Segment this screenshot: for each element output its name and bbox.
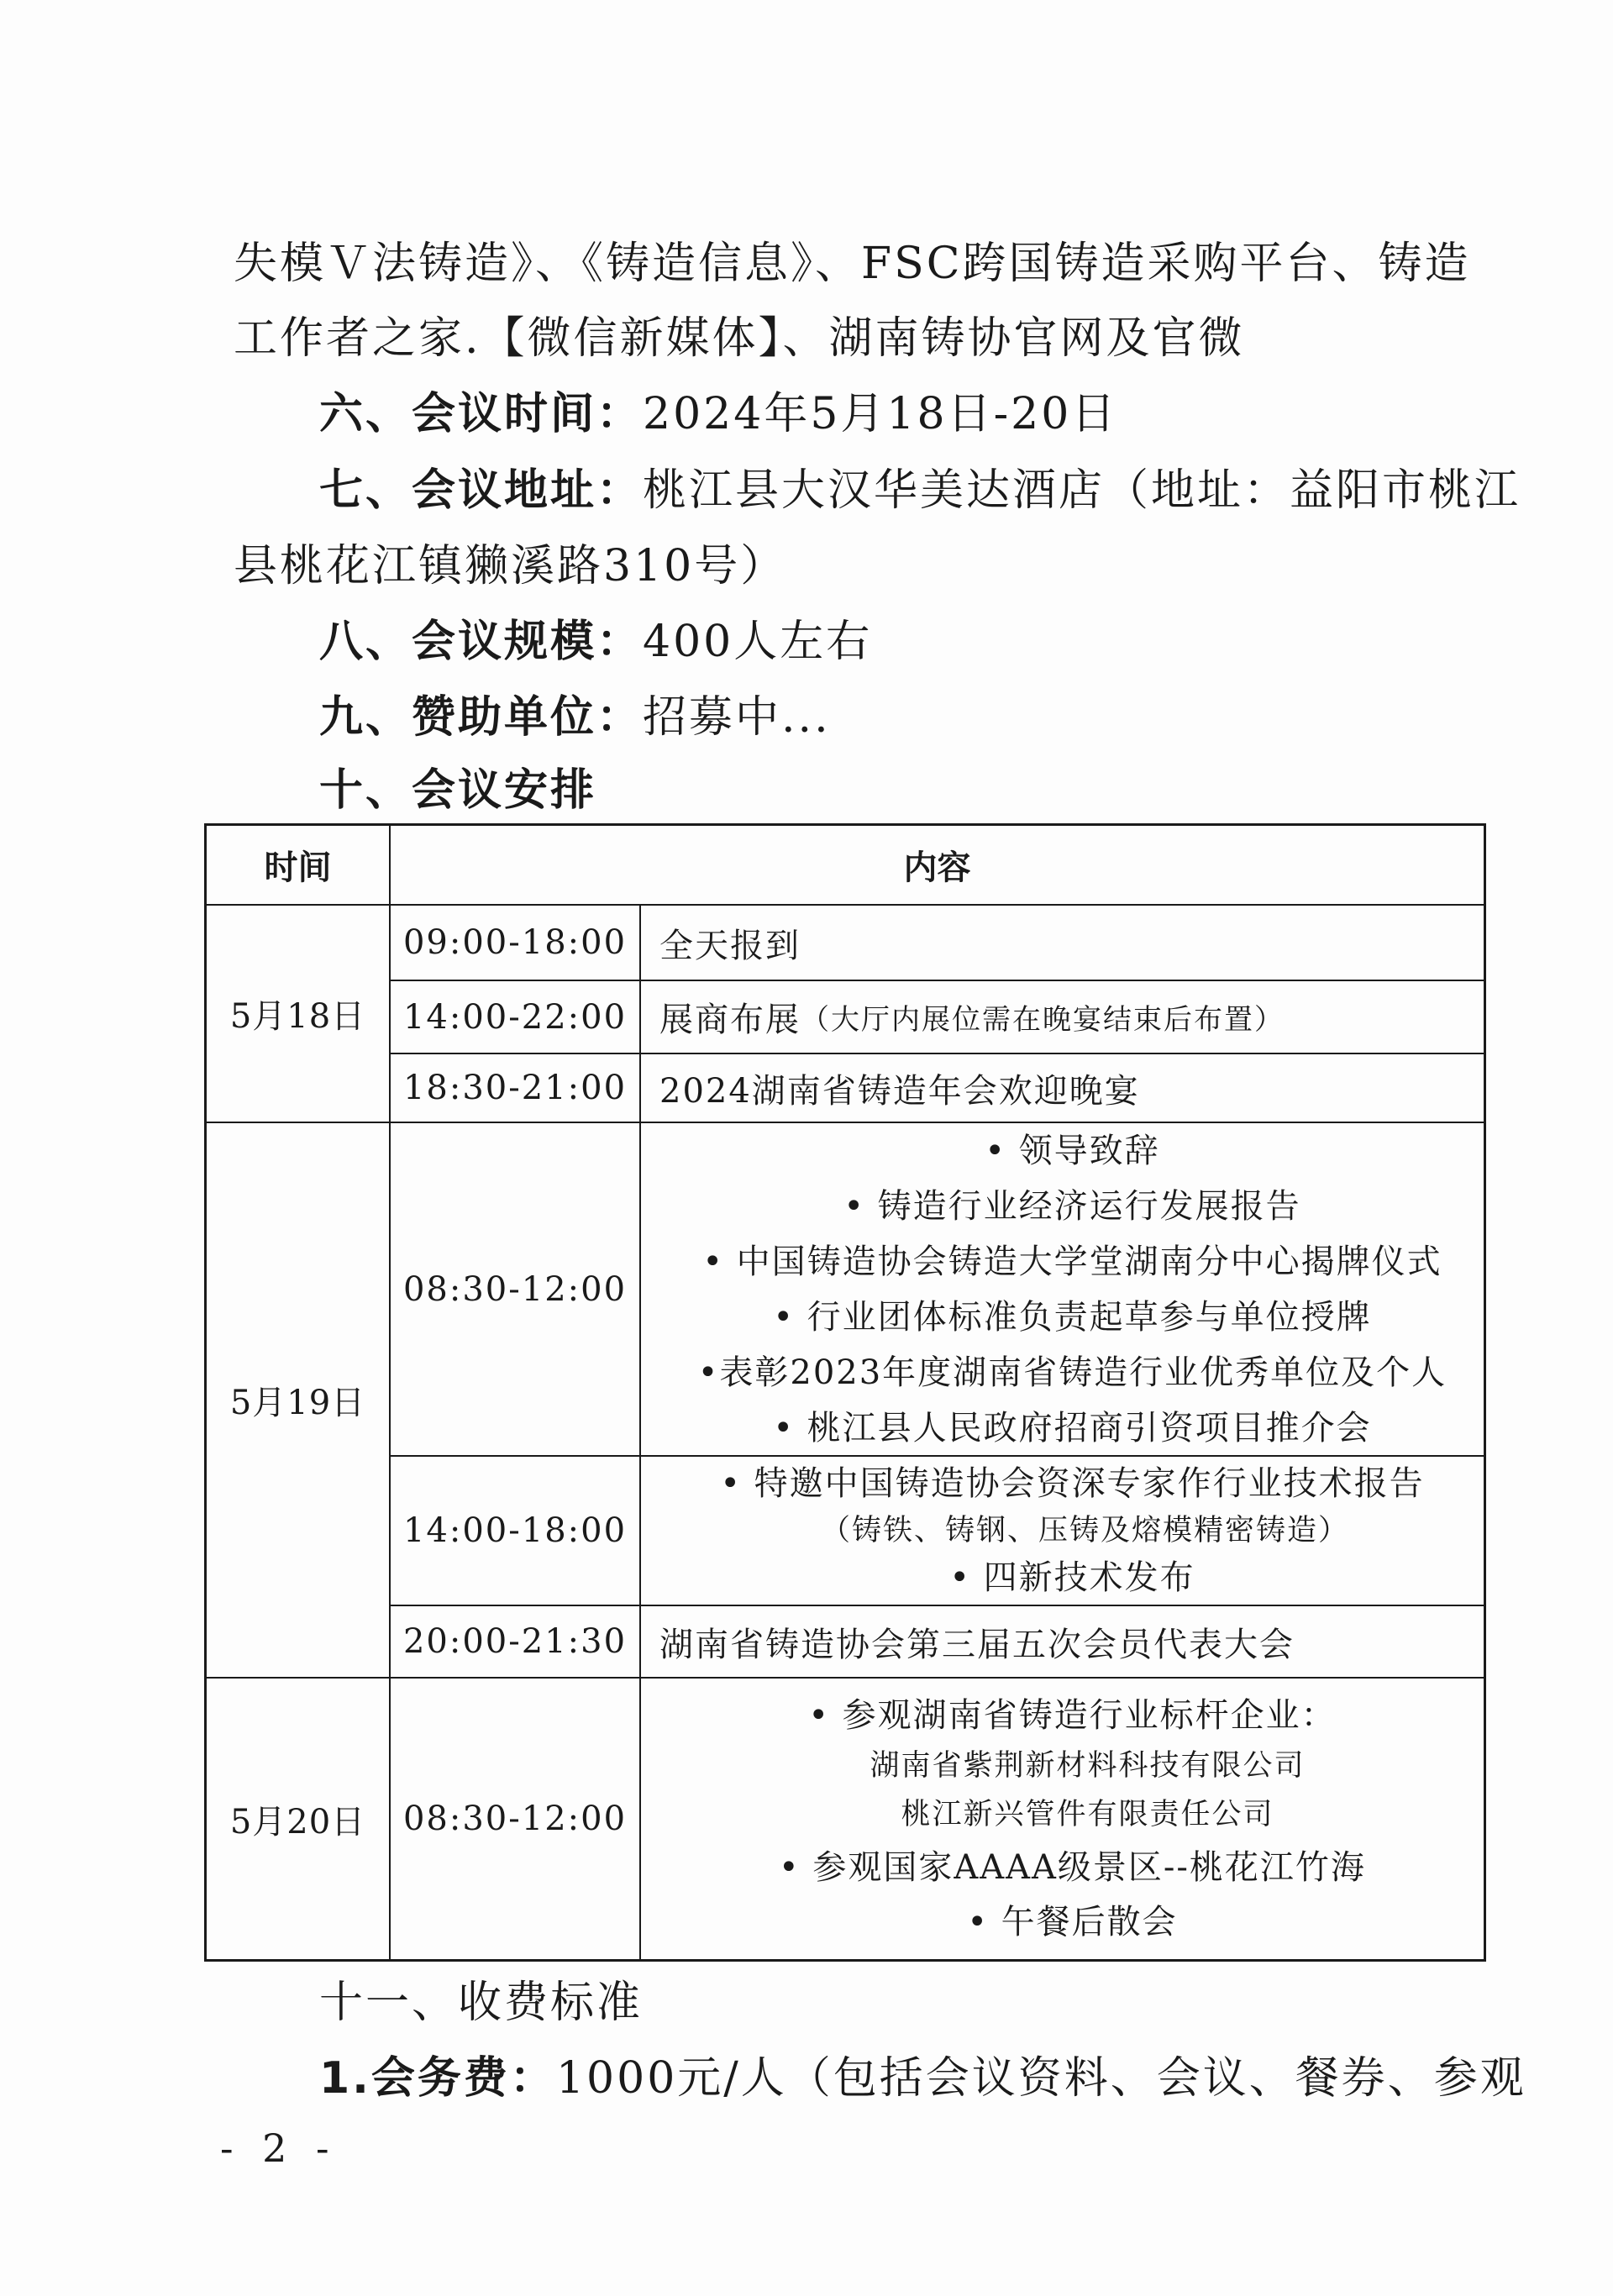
meeting-time-label: 六、会议时间： bbox=[319, 389, 644, 439]
day-2-date: 5月19日 bbox=[229, 1384, 366, 1422]
agenda-item: 全天报到 bbox=[659, 926, 801, 965]
fee-value: 1000元/人（包括会议资料、会议、餐券、参观 bbox=[555, 2053, 1526, 2104]
meeting-scale-line bbox=[319, 612, 1563, 672]
time-slot: 08:30-12:00 bbox=[402, 1799, 628, 1838]
meeting-address-value: 桃江县大汉华美达酒店（地址：益阳市桃江 bbox=[643, 465, 1521, 516]
agenda-item-text: 展商布展 bbox=[659, 1001, 801, 1039]
company-name: 湖南省紫荆新材料科技有限公司 bbox=[870, 1749, 1306, 1783]
page-number: - 2 - bbox=[220, 2125, 338, 2171]
fee-label: 1.会务费： bbox=[319, 2053, 556, 2104]
meeting-scale-value: 400人左右 bbox=[643, 617, 873, 667]
day-1-date: 5月18日 bbox=[229, 997, 366, 1036]
time-slot: 14:00-22:00 bbox=[402, 997, 628, 1037]
fees-heading: 十一、收费标准 bbox=[319, 1978, 644, 2028]
agenda-bullet: • 四新技术发布 bbox=[949, 1558, 1195, 1597]
fee-line bbox=[319, 2048, 1563, 2109]
agenda-bullet: • 桃江县人民政府招商引资项目推介会 bbox=[773, 1408, 1372, 1447]
company-name: 桃江新兴管件有限责任公司 bbox=[901, 1798, 1274, 1831]
meeting-address-continued: 县桃花江镇獭溪路310号） bbox=[234, 541, 787, 591]
sponsor-label: 九、赞助单位： bbox=[319, 692, 644, 743]
agenda-table bbox=[204, 823, 1486, 1962]
agenda-bullet: •表彰2023年度湖南省铸造行业优秀单位及个人 bbox=[697, 1353, 1447, 1392]
agenda-bullet: • 午餐后散会 bbox=[967, 1903, 1178, 1941]
meeting-scale-label: 八、会议规模： bbox=[319, 617, 644, 667]
time-slot: 09:00-18:00 bbox=[402, 923, 628, 962]
agenda-sub-note: （铸铁、铸钢、压铸及熔模精密铸造） bbox=[820, 1514, 1349, 1547]
agenda-bullet-list bbox=[641, 1457, 1484, 1605]
time-slot: 20:00-21:30 bbox=[402, 1622, 628, 1661]
time-slot: 18:30-21:00 bbox=[402, 1069, 628, 1107]
time-slot: 14:00-18:00 bbox=[402, 1511, 628, 1550]
agenda-bullet: • 领导致辞 bbox=[985, 1131, 1160, 1170]
agenda-bullet: • 行业团体标准负责起草参与单位授牌 bbox=[773, 1297, 1372, 1337]
time-slot: 08:30-12:00 bbox=[402, 1269, 628, 1309]
agenda-bullet: • 参观湖南省铸造行业标杆企业： bbox=[808, 1696, 1337, 1735]
agenda-item-note: （大厅内展位需在晚宴结束后布置） bbox=[801, 1003, 1285, 1037]
agenda-bullet: • 特邀中国铸造协会资深专家作行业技术报告 bbox=[720, 1464, 1425, 1503]
paragraph-line-2: 工作者之家.【微信新媒体】、湖南铸协官网及官微 bbox=[234, 313, 1245, 364]
meeting-address-line bbox=[319, 460, 1563, 521]
agenda-heading: 十、会议安排 bbox=[319, 765, 597, 816]
header-content: 内容 bbox=[903, 849, 971, 887]
agenda-item: 2024湖南省铸造年会欢迎晚宴 bbox=[659, 1071, 1140, 1111]
sponsor-line bbox=[319, 687, 1563, 748]
header-time: 时间 bbox=[264, 849, 332, 887]
agenda-bullet: • 参观国家AAAA级景区--桃花江竹海 bbox=[779, 1848, 1366, 1887]
meeting-address-label: 七、会议地址： bbox=[319, 465, 644, 516]
paragraph-line-1: 失模Ｖ法铸造》、《铸造信息》、FSC跨国铸造采购平台、铸造 bbox=[234, 239, 1471, 289]
day-3-date: 5月20日 bbox=[229, 1802, 366, 1842]
agenda-bullet: • 铸造行业经济运行发展报告 bbox=[843, 1186, 1301, 1226]
sponsor-value: 招募中... bbox=[643, 692, 831, 743]
agenda-bullet-list bbox=[641, 1679, 1484, 1959]
agenda-bullet-list bbox=[641, 1123, 1484, 1455]
agenda-bullet: • 中国铸造协会铸造大学堂湖南分中心揭牌仪式 bbox=[702, 1242, 1442, 1281]
meeting-time-line bbox=[319, 384, 1563, 444]
agenda-item bbox=[641, 981, 1484, 1053]
agenda-item: 湖南省铸造协会第三届五次会员代表大会 bbox=[659, 1625, 1295, 1664]
meeting-time-value: 2024年5月18日-20日 bbox=[643, 389, 1118, 439]
